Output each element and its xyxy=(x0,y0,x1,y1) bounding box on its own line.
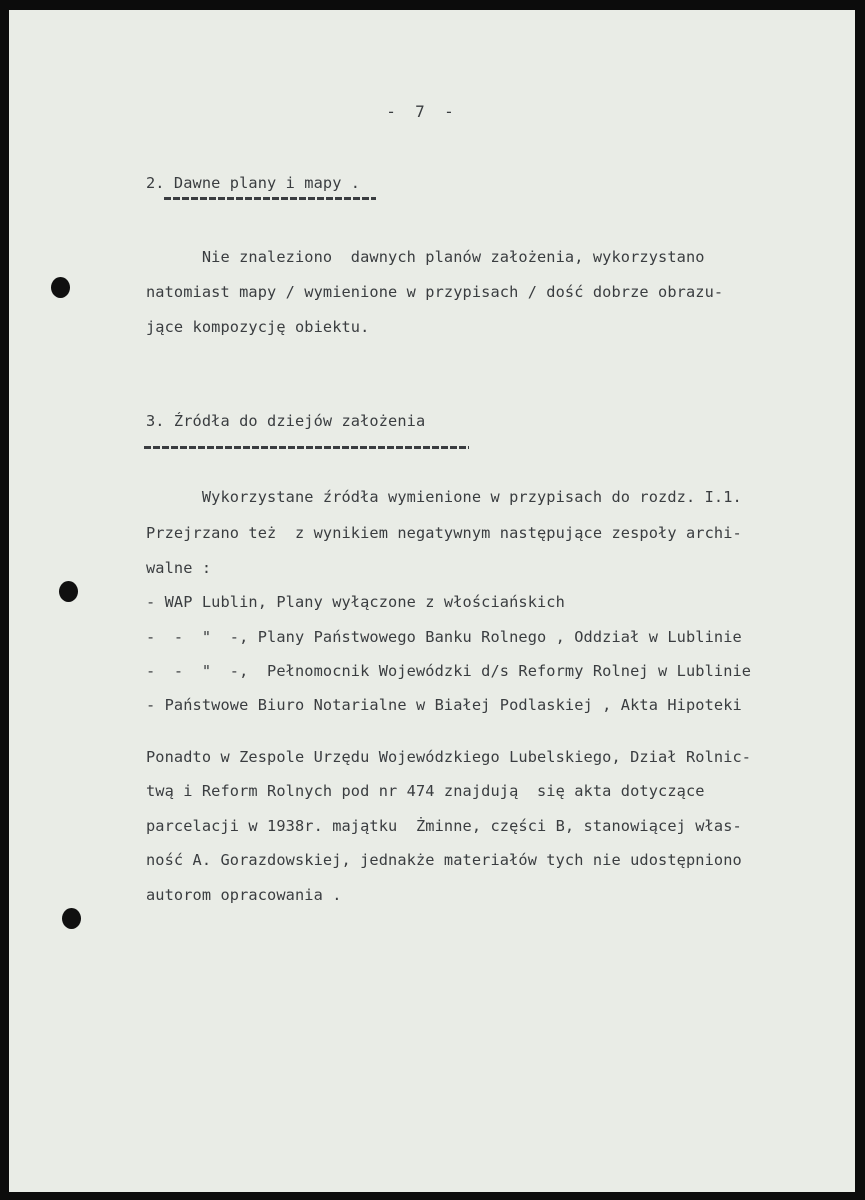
punch-hole-middle xyxy=(59,581,78,602)
section-2-line-2: natomiast mapy / wymienione w przypisach / dość dobrze obrazu- xyxy=(146,283,724,301)
section-3-line-10: parcelacji w 1938r. majątku Żminne, części B, stanowiącej włas- xyxy=(146,817,742,835)
section-3-line-7: - Państwowe Biuro Notarialne w Białej Podlaskiej , Akta Hipoteki xyxy=(146,696,742,714)
section-3-line-2: Przejrzano też z wynikiem negatywnym następujące zespoły archi- xyxy=(146,524,742,542)
section-2-line-1: Nie znaleziono dawnych planów założenia, wykorzystano xyxy=(146,248,705,266)
section-3-line-5: - - " -, Plany Państwowego Banku Rolnego , Oddział w Lublinie xyxy=(146,628,742,646)
page-number: - 7 - xyxy=(386,102,454,121)
punch-hole-top xyxy=(51,277,70,298)
section-3-line-12: autorom opracowania . xyxy=(146,886,342,904)
section-2-line-3: jące kompozycję obiektu. xyxy=(146,318,370,336)
section-3-line-11: ność A. Gorazdowskiej, jednakże materiałów tych nie udostępniono xyxy=(146,851,742,869)
section-3-line-3: walne : xyxy=(146,559,212,577)
document-page xyxy=(9,10,855,1192)
section-3-line-4: - WAP Lublin, Plany wyłączone z włościańskich xyxy=(146,593,565,611)
section-3-line-9: twą i Reform Rolnych pod nr 474 znajdują się akta dotyczące xyxy=(146,782,705,800)
section-3-line-6: - - " -, Pełnomocnik Wojewódzki d/s Reformy Rolnej w Lublinie xyxy=(146,662,752,680)
section-2-heading-underline xyxy=(164,197,376,200)
section-3-line-1: Wykorzystane źródła wymienione w przypisach do rozdz. I.1. xyxy=(146,488,742,506)
section-3-heading: 3. Źródła do dziejów założenia xyxy=(146,412,426,430)
section-2-heading: 2. Dawne plany i mapy . xyxy=(146,174,361,192)
section-3-line-8: Ponadto w Zespole Urzędu Wojewódzkiego Lubelskiego, Dział Rolnic- xyxy=(146,748,752,766)
punch-hole-bottom xyxy=(62,908,81,929)
section-3-heading-underline xyxy=(144,446,469,449)
